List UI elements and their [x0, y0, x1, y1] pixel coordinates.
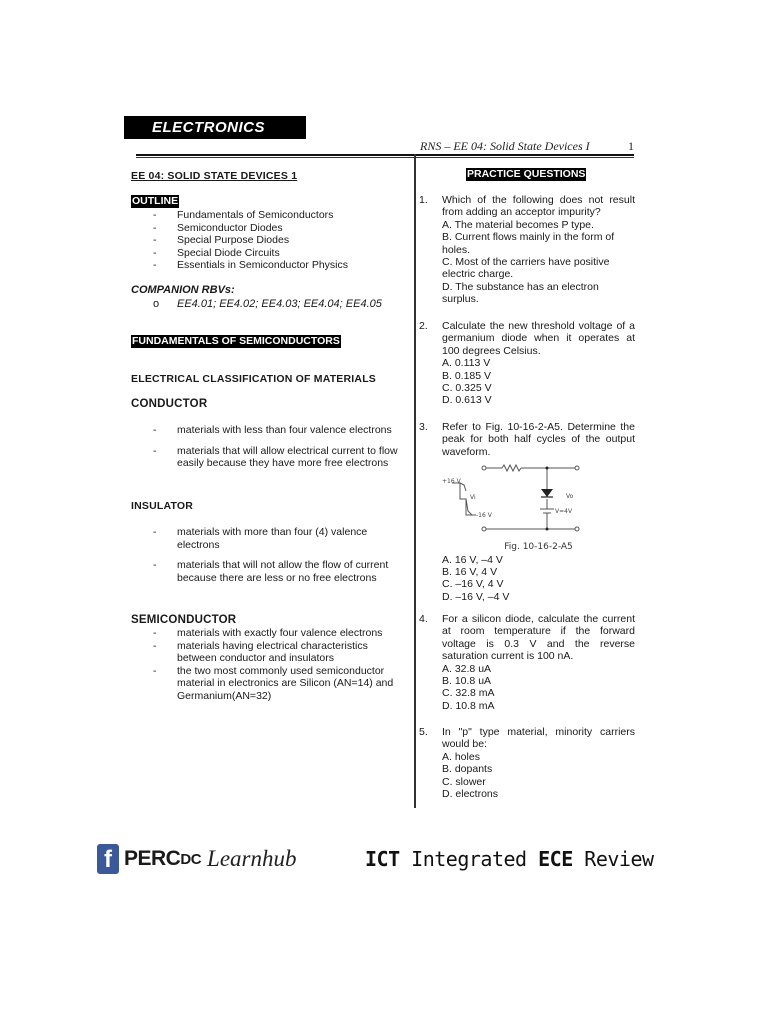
semiconductor-item: - materials with exactly four valence electrons	[153, 627, 383, 639]
practice-heading-wrap	[466, 168, 586, 181]
header-rule	[136, 154, 634, 156]
insulator-list	[131, 526, 409, 584]
insulator-heading: INSULATOR	[131, 500, 194, 512]
option-a: A. The material becomes P type.	[442, 218, 594, 231]
option-d: D. –16 V, –4 V	[442, 590, 510, 603]
vin-pos-label: +16 V	[442, 478, 461, 486]
left-column	[131, 168, 409, 702]
question-number: 2.	[419, 320, 428, 332]
conductor-item: - materials with less than four valence electrons	[153, 424, 392, 436]
outline-item: - Fundamentals of Semiconductors	[153, 209, 334, 221]
option-c: C. –16 V, 4 V	[442, 578, 504, 591]
question-number: 3.	[419, 421, 428, 433]
practice-questions-heading: PRACTICE QUESTIONS	[467, 168, 586, 180]
semiconductor-item: - materials having electrical characteristics between conductor and insulators	[153, 639, 368, 664]
brand-perc: PERC	[124, 847, 181, 870]
question-stem: Refer to Fig. 10-16-2-A5. Determine the peak for both half cycles of the output waveform.	[442, 421, 635, 458]
outline-item: - Special Purpose Diodes	[153, 234, 290, 246]
semiconductor-list	[131, 627, 409, 702]
clipper-circuit-icon	[442, 461, 635, 543]
document-title: EE 04: SOLID STATE DEVICES 1	[131, 170, 298, 182]
option-a: A. 16 V, –4 V	[442, 553, 503, 566]
facebook-icon: f	[97, 844, 119, 874]
battery-label: V=4V	[555, 508, 573, 516]
conductor-list	[131, 424, 409, 470]
semiconductor-heading: SEMICONDUCTOR	[131, 614, 237, 626]
header-rule-thin	[136, 157, 634, 158]
outline-heading: OUTLINE	[132, 195, 179, 207]
option-b: B. dopants	[442, 763, 493, 776]
option-c: C. slower	[442, 775, 486, 788]
question-5	[419, 726, 635, 800]
footer-review-title: ICT Integrated ECE Review	[365, 847, 654, 871]
option-b: B. 10.8 uA	[442, 675, 492, 688]
fundamentals-heading-wrap	[131, 335, 341, 348]
question-3	[419, 421, 635, 603]
classification-heading: ELECTRICAL CLASSIFICATION OF MATERIALS	[131, 373, 377, 385]
column-divider	[414, 154, 416, 808]
outline-item: - Semiconductor Diodes	[153, 221, 283, 234]
companion-refs: o EE4.01; EE4.02; EE4.03; EE4.04; EE4.05	[153, 298, 382, 310]
option-a: A. holes	[442, 750, 480, 763]
insulator-item: - materials that will not allow the flow of current because there are less or no free electrons	[153, 559, 389, 584]
option-c: C. Most of the carriers have positive electric charge.	[442, 256, 610, 281]
outline-item: - Special Diode Circuits	[153, 246, 280, 259]
question-4	[419, 613, 635, 712]
subject-banner: ELECTRONICS	[124, 116, 306, 139]
figure-caption: Fig. 10-16-2-A5	[504, 542, 573, 553]
option-d: D. The substance has an electron surplus.	[442, 280, 599, 306]
semiconductor-item: - the two most commonly used semiconductor material in electronics are Silicon (AN=14) and Germanium(AN=32)	[153, 664, 394, 702]
option-b: B. 0.185 V	[442, 369, 492, 382]
brand-dc: DC	[180, 850, 202, 868]
vi-label: Vi	[470, 494, 476, 502]
option-a: A. 0.113 V	[442, 357, 491, 370]
running-head	[420, 139, 634, 153]
companion-title: COMPANION RBVs:	[131, 284, 235, 296]
fundamentals-heading: FUNDAMENTALS OF SEMICONDUCTORS	[132, 335, 340, 347]
circuit-figure	[442, 461, 635, 543]
page-number: 1	[628, 139, 634, 153]
outline-list	[131, 209, 348, 272]
option-d: D. 0.613 V	[442, 394, 492, 407]
conductor-heading: CONDUCTOR	[131, 398, 208, 410]
insulator-item: - materials with more than four (4) valence electrons	[153, 526, 368, 551]
option-d: D. electrons	[442, 788, 499, 801]
running-head-title: RNS – EE 04: Solid State Devices I	[420, 139, 590, 153]
vin-neg-label: -16 V	[476, 512, 492, 520]
footer-ece: ECE	[538, 847, 573, 871]
question-number: 5.	[419, 726, 428, 738]
conductor-item: - materials that will allow electrical current to flow easily because they have more free electrons	[153, 444, 398, 469]
question-2	[419, 320, 635, 407]
footer-ict: ICT	[365, 847, 400, 871]
question-stem: For a silicon diode, calculate the current at room temperature if the forward voltage is 0.3 V and the reverse saturation current is 100 nA.	[442, 613, 635, 663]
question-number: 4.	[419, 613, 428, 625]
option-b: B. Current flows mainly in the form of holes.	[442, 231, 615, 256]
option-d: D. 10.8 mA	[442, 699, 495, 712]
footer-brand	[97, 843, 296, 875]
outline-item: - Essentials in Semiconductor Physics	[153, 259, 348, 271]
outline-section	[131, 195, 348, 272]
circle-bullet-icon: o	[153, 298, 160, 310]
question-stem: Calculate the new threshold voltage of a germanium diode when it operates at 100 degrees Celsius.	[442, 320, 635, 357]
question-1	[419, 194, 635, 306]
option-b: B. 16 V, 4 V	[442, 566, 498, 579]
question-number: 1.	[419, 194, 428, 206]
question-stem: Which of the following does not result from adding an acceptor impurity?	[442, 194, 635, 219]
brand-learnhub: Learnhub	[207, 846, 297, 871]
vo-label: Vo	[566, 493, 574, 501]
option-a: A. 32.8 uA	[442, 662, 492, 675]
option-c: C. 32.8 mA	[442, 687, 495, 700]
question-stem: In "p" type material, minority carriers would be:	[442, 726, 635, 751]
option-c: C. 0.325 V	[442, 382, 492, 395]
